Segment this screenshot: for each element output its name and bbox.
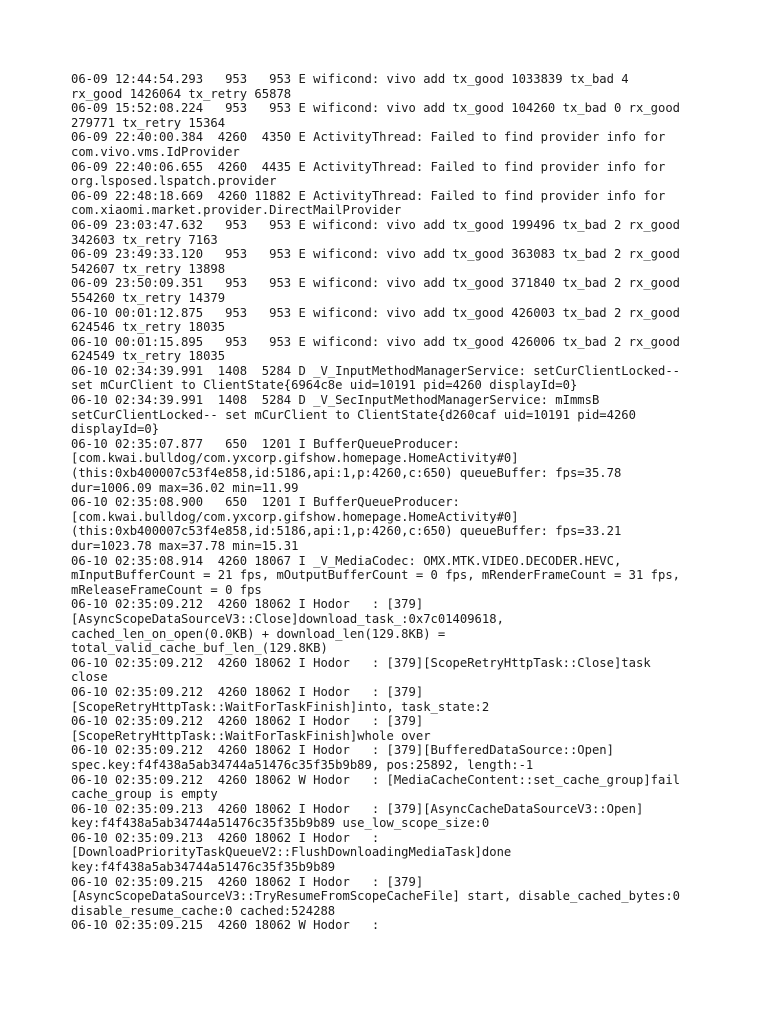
log-line: 06-10 02:35:09.212 4260 18062 W Hodor : [MediaCacheContent::set_cache_group]fail: [71, 772, 681, 787]
log-line: displayId=0}: [71, 422, 160, 437]
log-line: 06-10 02:35:09.212 4260 18062 I Hodor : [379]: [71, 684, 424, 699]
log-line: com.vivo.vms.IdProvider: [71, 144, 240, 159]
log-line: 554260 tx_retry 14379: [71, 290, 226, 305]
log-line: 06-10 02:35:08.900 650 1201 I BufferQueueProducer:: [71, 495, 460, 510]
log-line: 624549 tx_retry 18035: [71, 349, 226, 364]
log-line: 06-10 02:35:09.212 4260 18062 I Hodor : [379][ScopeRetryHttpTask::Close]task: [71, 655, 651, 670]
log-line: key:f4f438a5ab34744a51476c35f35b9b89 use_low_scope_size:0: [71, 816, 490, 831]
log-line: 06-10 02:35:08.914 4260 18067 I _V_MediaCodec: OMX.MTK.VIDEO.DECODER.HEVC,: [71, 553, 622, 568]
log-line: set mCurClient to ClientState{6964c8e uid=10191 pid=4260 displayId=0}: [71, 378, 578, 393]
log-line: 06-09 23:50:09.351 953 953 E wificond: vivo add tx_good 371840 tx_bad 2 rx_good: [71, 276, 681, 291]
log-line: [AsyncScopeDataSourceV3::Close]download_task_:0x7c01409618,: [71, 611, 504, 626]
log-document: [71, 72, 711, 933]
log-line: 06-09 12:44:54.293 953 953 E wificond: vivo add tx_good 1033839 tx_bad 4: [71, 72, 629, 86]
log-line: setCurClientLocked-- set mCurClient to ClientState{d260caf uid=10191 pid=4260: [71, 407, 636, 422]
log-line: 06-09 15:52:08.224 953 953 E wificond: vivo add tx_good 104260 tx_bad 0 rx_good: [71, 101, 681, 116]
log-line: (this:0xb400007c53f4e858,id:5186,api:1,p:4260,c:650) queueBuffer: fps=33.21: [71, 524, 622, 539]
log-line: 06-10 02:35:09.215 4260 18062 I Hodor : [379]: [71, 874, 424, 889]
log-line: 06-09 23:03:47.632 953 953 E wificond: vivo add tx_good 199496 tx_bad 2 rx_good: [71, 217, 681, 232]
log-line: key:f4f438a5ab34744a51476c35f35b9b89: [71, 860, 336, 875]
log-line: 342603 tx_retry 7163: [71, 232, 218, 247]
log-line: dur=1006.09 max=36.02 min=11.99: [71, 480, 299, 495]
log-line: spec.key:f4f438a5ab34744a51476c35f35b9b89, pos:25892, length:-1: [71, 757, 534, 772]
log-line: total_valid_cache_buf_len_(129.8KB): [71, 641, 328, 656]
log-line: cached_len_on_open(0.0KB) + download_len(129.8KB) =: [71, 626, 446, 641]
log-line: 06-10 02:35:07.877 650 1201 I BufferQueueProducer:: [71, 436, 460, 451]
log-line: 542607 tx_retry 13898: [71, 261, 226, 276]
log-line: 06-10 02:35:09.213 4260 18062 I Hodor :: [71, 830, 380, 845]
log-line: mInputBufferCount = 21 fps, mOutputBufferCount = 0 fps, mRenderFrameCount = 31 fps,: [71, 568, 681, 583]
log-line: 06-10 00:01:12.875 953 953 E wificond: vivo add tx_good 426003 tx_bad 2 rx_good: [71, 305, 681, 320]
log-line: 279771 tx_retry 15364: [71, 115, 226, 130]
log-line: 06-09 22:40:06.655 4260 4435 E ActivityThread: Failed to find provider info for: [71, 159, 666, 174]
log-line: 624546 tx_retry 18035: [71, 320, 226, 335]
log-line: 06-09 23:49:33.120 953 953 E wificond: vivo add tx_good 363083 tx_bad 2 rx_good: [71, 247, 681, 262]
log-line: [DownloadPriorityTaskQueueV2::FlushDownloadingMediaTask]done: [71, 845, 512, 860]
log-line: 06-10 00:01:15.895 953 953 E wificond: vivo add tx_good 426006 tx_bad 2 rx_good: [71, 334, 681, 349]
log-line: rx_good 1426064 tx_retry 65878: [71, 86, 292, 101]
log-line: [ScopeRetryHttpTask::WaitForTaskFinish]into, task_state:2: [71, 699, 490, 714]
log-line: 06-10 02:35:09.213 4260 18062 I Hodor : [379][AsyncCacheDataSourceV3::Open]: [71, 801, 644, 816]
log-line: disable_resume_cache:0 cached:524288: [71, 903, 336, 918]
log-line: (this:0xb400007c53f4e858,id:5186,api:1,p:4260,c:650) queueBuffer: fps=35.78: [71, 466, 622, 481]
log-line: [com.kwai.bulldog/com.yxcorp.gifshow.homepage.HomeActivity#0]: [71, 451, 519, 466]
log-line: 06-10 02:35:09.212 4260 18062 I Hodor : [379]: [71, 597, 424, 612]
log-line: [ScopeRetryHttpTask::WaitForTaskFinish]whole over: [71, 728, 431, 743]
log-line: 06-09 22:48:18.669 4260 11882 E ActivityThread: Failed to find provider info for: [71, 188, 666, 203]
log-line: org.lsposed.lspatch.provider: [71, 174, 277, 189]
log-line: 06-10 02:34:39.991 1408 5284 D _V_SecInputMethodManagerService: mImmsB: [71, 393, 600, 408]
log-line: 06-09 22:40:00.384 4260 4350 E ActivityThread: Failed to find provider info for: [71, 130, 666, 145]
log-line: [AsyncScopeDataSourceV3::TryResumeFromScopeCacheFile] start, disable_cached_bytes:0: [71, 889, 681, 904]
log-line: close: [71, 670, 108, 685]
log-line: dur=1023.78 max=37.78 min=15.31: [71, 539, 299, 553]
log-line: 06-10 02:34:39.991 1408 5284 D _V_InputMethodManagerService: setCurClientLocked--: [71, 363, 681, 378]
log-line: [com.kwai.bulldog/com.yxcorp.gifshow.homepage.HomeActivity#0]: [71, 509, 519, 524]
log-line: cache_group is empty: [71, 787, 218, 802]
log-line: mReleaseFrameCount = 0 fps: [71, 582, 262, 597]
log-line: com.xiaomi.market.provider.DirectMailProvider: [71, 203, 402, 218]
log-line: 06-10 02:35:09.212 4260 18062 I Hodor : [379]: [71, 714, 424, 729]
log-line: 06-10 02:35:09.212 4260 18062 I Hodor : [379][BufferedDataSource::Open]: [71, 743, 614, 758]
log-line: 06-10 02:35:09.215 4260 18062 W Hodor :: [71, 918, 380, 933]
